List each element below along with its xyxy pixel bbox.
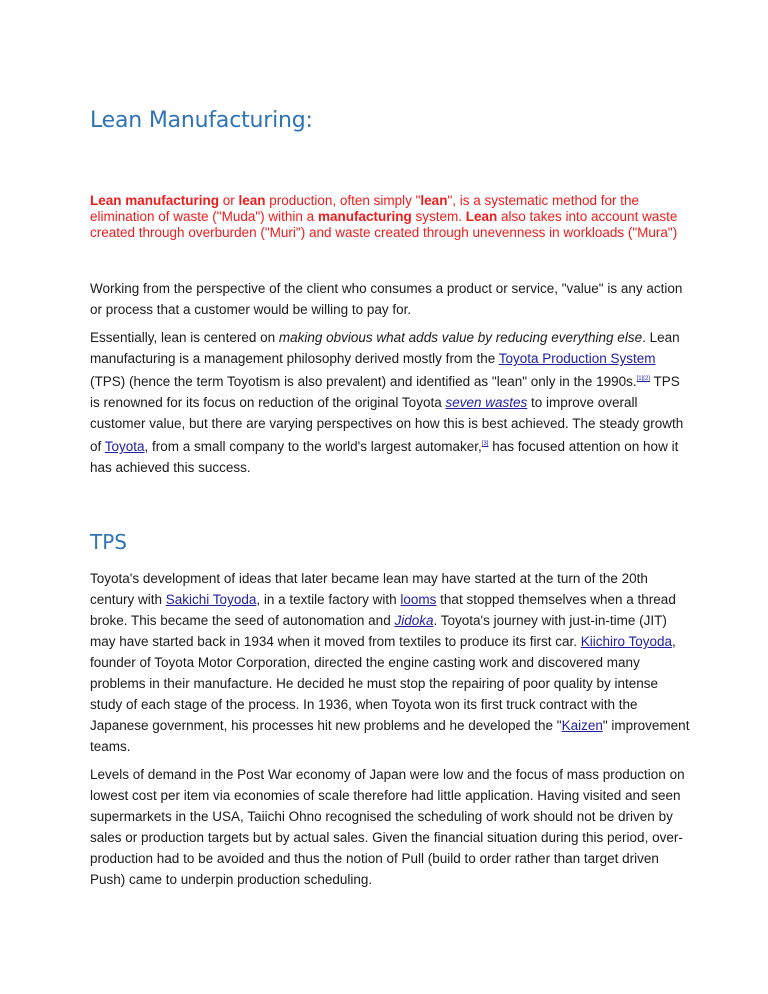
- paragraph-text: has focused attention on how it has achieved this success.: [90, 439, 679, 475]
- paragraph-text: . Toyota's journey with just-in-time (JIT) may have started back in 1934 when it moved from textiles to produce its first car.: [90, 613, 667, 649]
- intro-text: system.: [411, 209, 466, 224]
- term-lean: lean: [238, 193, 266, 208]
- paragraph-text: , in a textile factory with: [256, 592, 401, 607]
- demand-paragraph: Levels of demand in the Post War economy of Japan were low and the focus of mass production on lowest cost per item via economies of scale therefore had little application. Having visited and seen supermarkets in the USA, Taiichi Ohno recognised the scheduling of work should not be driven by sales or production targets but by actual sales. Given the financial situation during this period, over-production had to be avoided and thus the notion of Pull (build to order rather than target driven Push) came to underpin production scheduling.: [90, 767, 685, 887]
- link-kiichiro-toyoda[interactable]: Kiichiro Toyoda: [580, 634, 673, 649]
- paragraph-text: , from a small company to the world's largest automaker,: [144, 439, 482, 454]
- tps-paragraph: [90, 568, 690, 757]
- intro-text: ", is a systematic method for the elimination of waste ("Muda") within a: [90, 193, 640, 224]
- term-lean-manufacturing: Lean manufacturing: [90, 193, 220, 208]
- link-jidoka[interactable]: Jidoka: [394, 613, 434, 628]
- intro-text: also takes into account waste created through overburden ("Muri") and waste created through unevenness in workloads ("Mura"): [90, 209, 678, 240]
- link-sakichi-toyoda[interactable]: Sakichi Toyoda: [165, 592, 257, 607]
- link-kaizen[interactable]: Kaizen: [561, 718, 603, 733]
- intro-paragraph: [90, 193, 690, 241]
- paragraph-text: " improvement teams.: [90, 718, 690, 754]
- citation-3[interactable]: [3]: [481, 441, 489, 447]
- paragraph-text: TPS is renowned for its focus on reduction of the original Toyota: [90, 374, 680, 410]
- intro-text: production, often simply ": [265, 193, 421, 208]
- term-lean-quoted: lean: [420, 193, 448, 208]
- link-toyota[interactable]: Toyota: [104, 439, 145, 454]
- term-lean-2: Lean: [465, 209, 498, 224]
- lean-paragraph: [90, 327, 690, 478]
- citation-1-2[interactable]: [1][2]: [636, 376, 650, 382]
- paragraph-text: (TPS) (hence the term Toyotism is also prevalent) and identified as "lean" only in the 1990s.: [90, 374, 637, 389]
- paragraph-text: Essentially, lean is centered on: [90, 330, 279, 345]
- intro-text: or: [219, 193, 239, 208]
- paragraph-text: Toyota's development of ideas that later became lean may have started at the turn of the 20th century with: [90, 571, 648, 607]
- link-looms[interactable]: looms: [400, 592, 437, 607]
- link-seven-wastes[interactable]: seven wastes: [445, 395, 528, 410]
- heading-lean-manufacturing: Lean Manufacturing:: [90, 108, 313, 133]
- link-toyota-production-system[interactable]: Toyota Production System: [498, 351, 656, 366]
- paragraph-text: that stopped themselves when a thread broke. This became the seed of autonomation and: [90, 592, 676, 628]
- paragraph-text: , founder of Toyota Motor Corporation, directed the engine casting work and discovered many problems in their manufacture. He decided he must stop the repairing of poor quality by intense study of each stage of the process. In 1936, when Toyota won its first truck contract with the Japanese government, his processes hit new problems and he developed the ": [90, 634, 676, 733]
- paragraph-text: to improve overall customer value, but there are varying perspectives on how this is best achieved. The steady growth of: [90, 395, 684, 454]
- value-paragraph: Working from the perspective of the client who consumes a product or service, "value" is any action or process that a customer would be willing to pay for.: [90, 281, 683, 317]
- heading-tps: TPS: [90, 530, 127, 554]
- emphasis-text: making obvious what adds value by reducing everything else: [278, 330, 643, 345]
- term-manufacturing: manufacturing: [317, 209, 412, 224]
- paragraph-text: . Lean manufacturing is a management philosophy derived mostly from the: [90, 330, 680, 366]
